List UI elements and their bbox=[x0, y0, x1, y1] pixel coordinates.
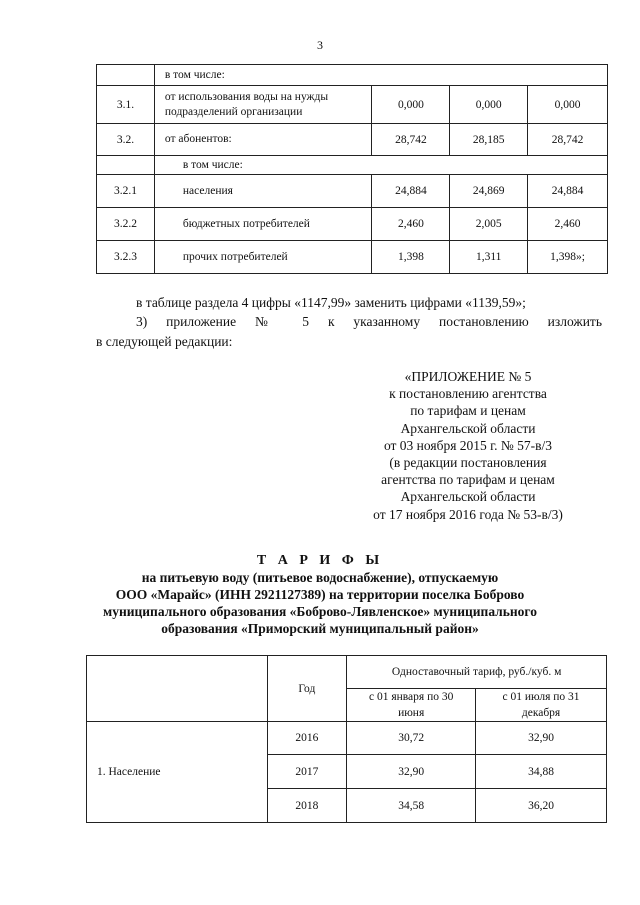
period-2-text: с 01 июля по 31 декабря bbox=[502, 691, 580, 719]
tariff-cell: 30,72 bbox=[347, 722, 476, 755]
table-row bbox=[97, 65, 608, 86]
row-value: 24,884 bbox=[372, 175, 450, 208]
table-row bbox=[97, 86, 608, 124]
period-header-1 bbox=[347, 689, 476, 722]
row-label: в том числе: bbox=[154, 156, 607, 175]
appendix-line: Архангельской области bbox=[400, 489, 536, 505]
year-cell: 2018 bbox=[267, 789, 347, 823]
table-row bbox=[97, 175, 608, 208]
tariff-header: Одноставочный тариф, руб./куб. м bbox=[347, 656, 607, 689]
row-value: 1,311 bbox=[450, 241, 528, 274]
tariff-cell: 34,88 bbox=[476, 755, 607, 789]
tariff-cell: 34,58 bbox=[347, 789, 476, 823]
row-label: населения bbox=[154, 175, 372, 208]
tariffs-title bbox=[84, 552, 556, 637]
row-value: 24,869 bbox=[450, 175, 528, 208]
year-cell: 2017 bbox=[267, 755, 347, 789]
tariff-cell: 36,20 bbox=[476, 789, 607, 823]
row-label: от абонентов: bbox=[154, 124, 372, 156]
title-line: муниципального образования «Боброво-Лявленское» муниципального bbox=[103, 604, 537, 619]
title-line: на питьевую воду (питьевое водоснабжение), отпускаемую bbox=[141, 570, 499, 585]
appendix-line: «ПРИЛОЖЕНИЕ № 5 bbox=[404, 369, 532, 384]
period-header-2 bbox=[476, 689, 607, 722]
title-line: ООО «Марайс» (ИНН 2921127389) на территории поселка Боброво bbox=[115, 587, 525, 602]
tariffs-table bbox=[86, 655, 607, 823]
row-label: от использования воды на нужды подразделений организации bbox=[154, 86, 372, 124]
row-value: 1,398 bbox=[372, 241, 450, 274]
tariff-cell: 32,90 bbox=[347, 755, 476, 789]
title-line: образования «Приморский муниципальный район» bbox=[161, 621, 479, 636]
row-number bbox=[97, 156, 155, 175]
row-value: 0,000 bbox=[450, 86, 528, 124]
table-row bbox=[97, 208, 608, 241]
row-value: 1,398»; bbox=[528, 241, 608, 274]
row-value: 2,460 bbox=[372, 208, 450, 241]
row-value: 0,000 bbox=[528, 86, 608, 124]
appendix-line: Архангельской области bbox=[400, 420, 536, 436]
row-value: 0,000 bbox=[372, 86, 450, 124]
appendix-line: агентства по тарифам и ценам bbox=[381, 472, 555, 488]
page-number: 3 bbox=[317, 38, 323, 52]
row-value: 2,005 bbox=[450, 208, 528, 241]
year-cell: 2016 bbox=[267, 722, 347, 755]
row-label: в том числе: bbox=[154, 65, 607, 86]
row-label: прочих потребителей bbox=[154, 241, 372, 274]
table-row bbox=[97, 156, 608, 175]
row-number: 3.2.3 bbox=[97, 241, 155, 274]
appendix-line: (в редакции постановления bbox=[389, 455, 547, 471]
row-number: 3.2.1 bbox=[97, 175, 155, 208]
appendix-header bbox=[330, 368, 606, 523]
appendix-line: от 03 ноября 2015 г. № 57-в/3 bbox=[383, 437, 553, 453]
row-label: бюджетных потребителей bbox=[154, 208, 372, 241]
period-1-text: с 01 января по 30 июня bbox=[368, 691, 454, 719]
table-row bbox=[97, 124, 608, 156]
appendix-line: к постановлению агентства bbox=[389, 386, 547, 402]
row-number: 3.2.2 bbox=[97, 208, 155, 241]
title-main: Т А Р И Ф Ы bbox=[256, 553, 384, 568]
consumption-table bbox=[96, 64, 608, 274]
category-cell: 1. Население bbox=[87, 722, 268, 823]
row-value: 28,742 bbox=[372, 124, 450, 156]
row-number: 3.2. bbox=[97, 124, 155, 156]
empty-header-cell bbox=[87, 656, 268, 722]
row-number: 3.1. bbox=[97, 86, 155, 124]
row-number bbox=[97, 65, 155, 86]
row-value: 28,185 bbox=[450, 124, 528, 156]
table-row bbox=[97, 241, 608, 274]
paragraph-continuation: в следующей редакции: bbox=[96, 334, 233, 349]
row-value: 2,460 bbox=[528, 208, 608, 241]
tariff-cell: 32,90 bbox=[476, 722, 607, 755]
row-value: 24,884 bbox=[528, 175, 608, 208]
paragraph-table-change: в таблице раздела 4 цифры «1147,99» заменить цифрами «1139,59»; bbox=[136, 295, 526, 310]
year-header: Год bbox=[267, 656, 347, 722]
paragraph-appendix-change: 3) приложение № 5 к указанному постановлению изложить bbox=[136, 314, 602, 329]
row-value: 28,742 bbox=[528, 124, 608, 156]
appendix-line: от 17 ноября 2016 года № 53-в/3) bbox=[373, 506, 563, 522]
appendix-line: по тарифам и ценам bbox=[410, 403, 526, 419]
